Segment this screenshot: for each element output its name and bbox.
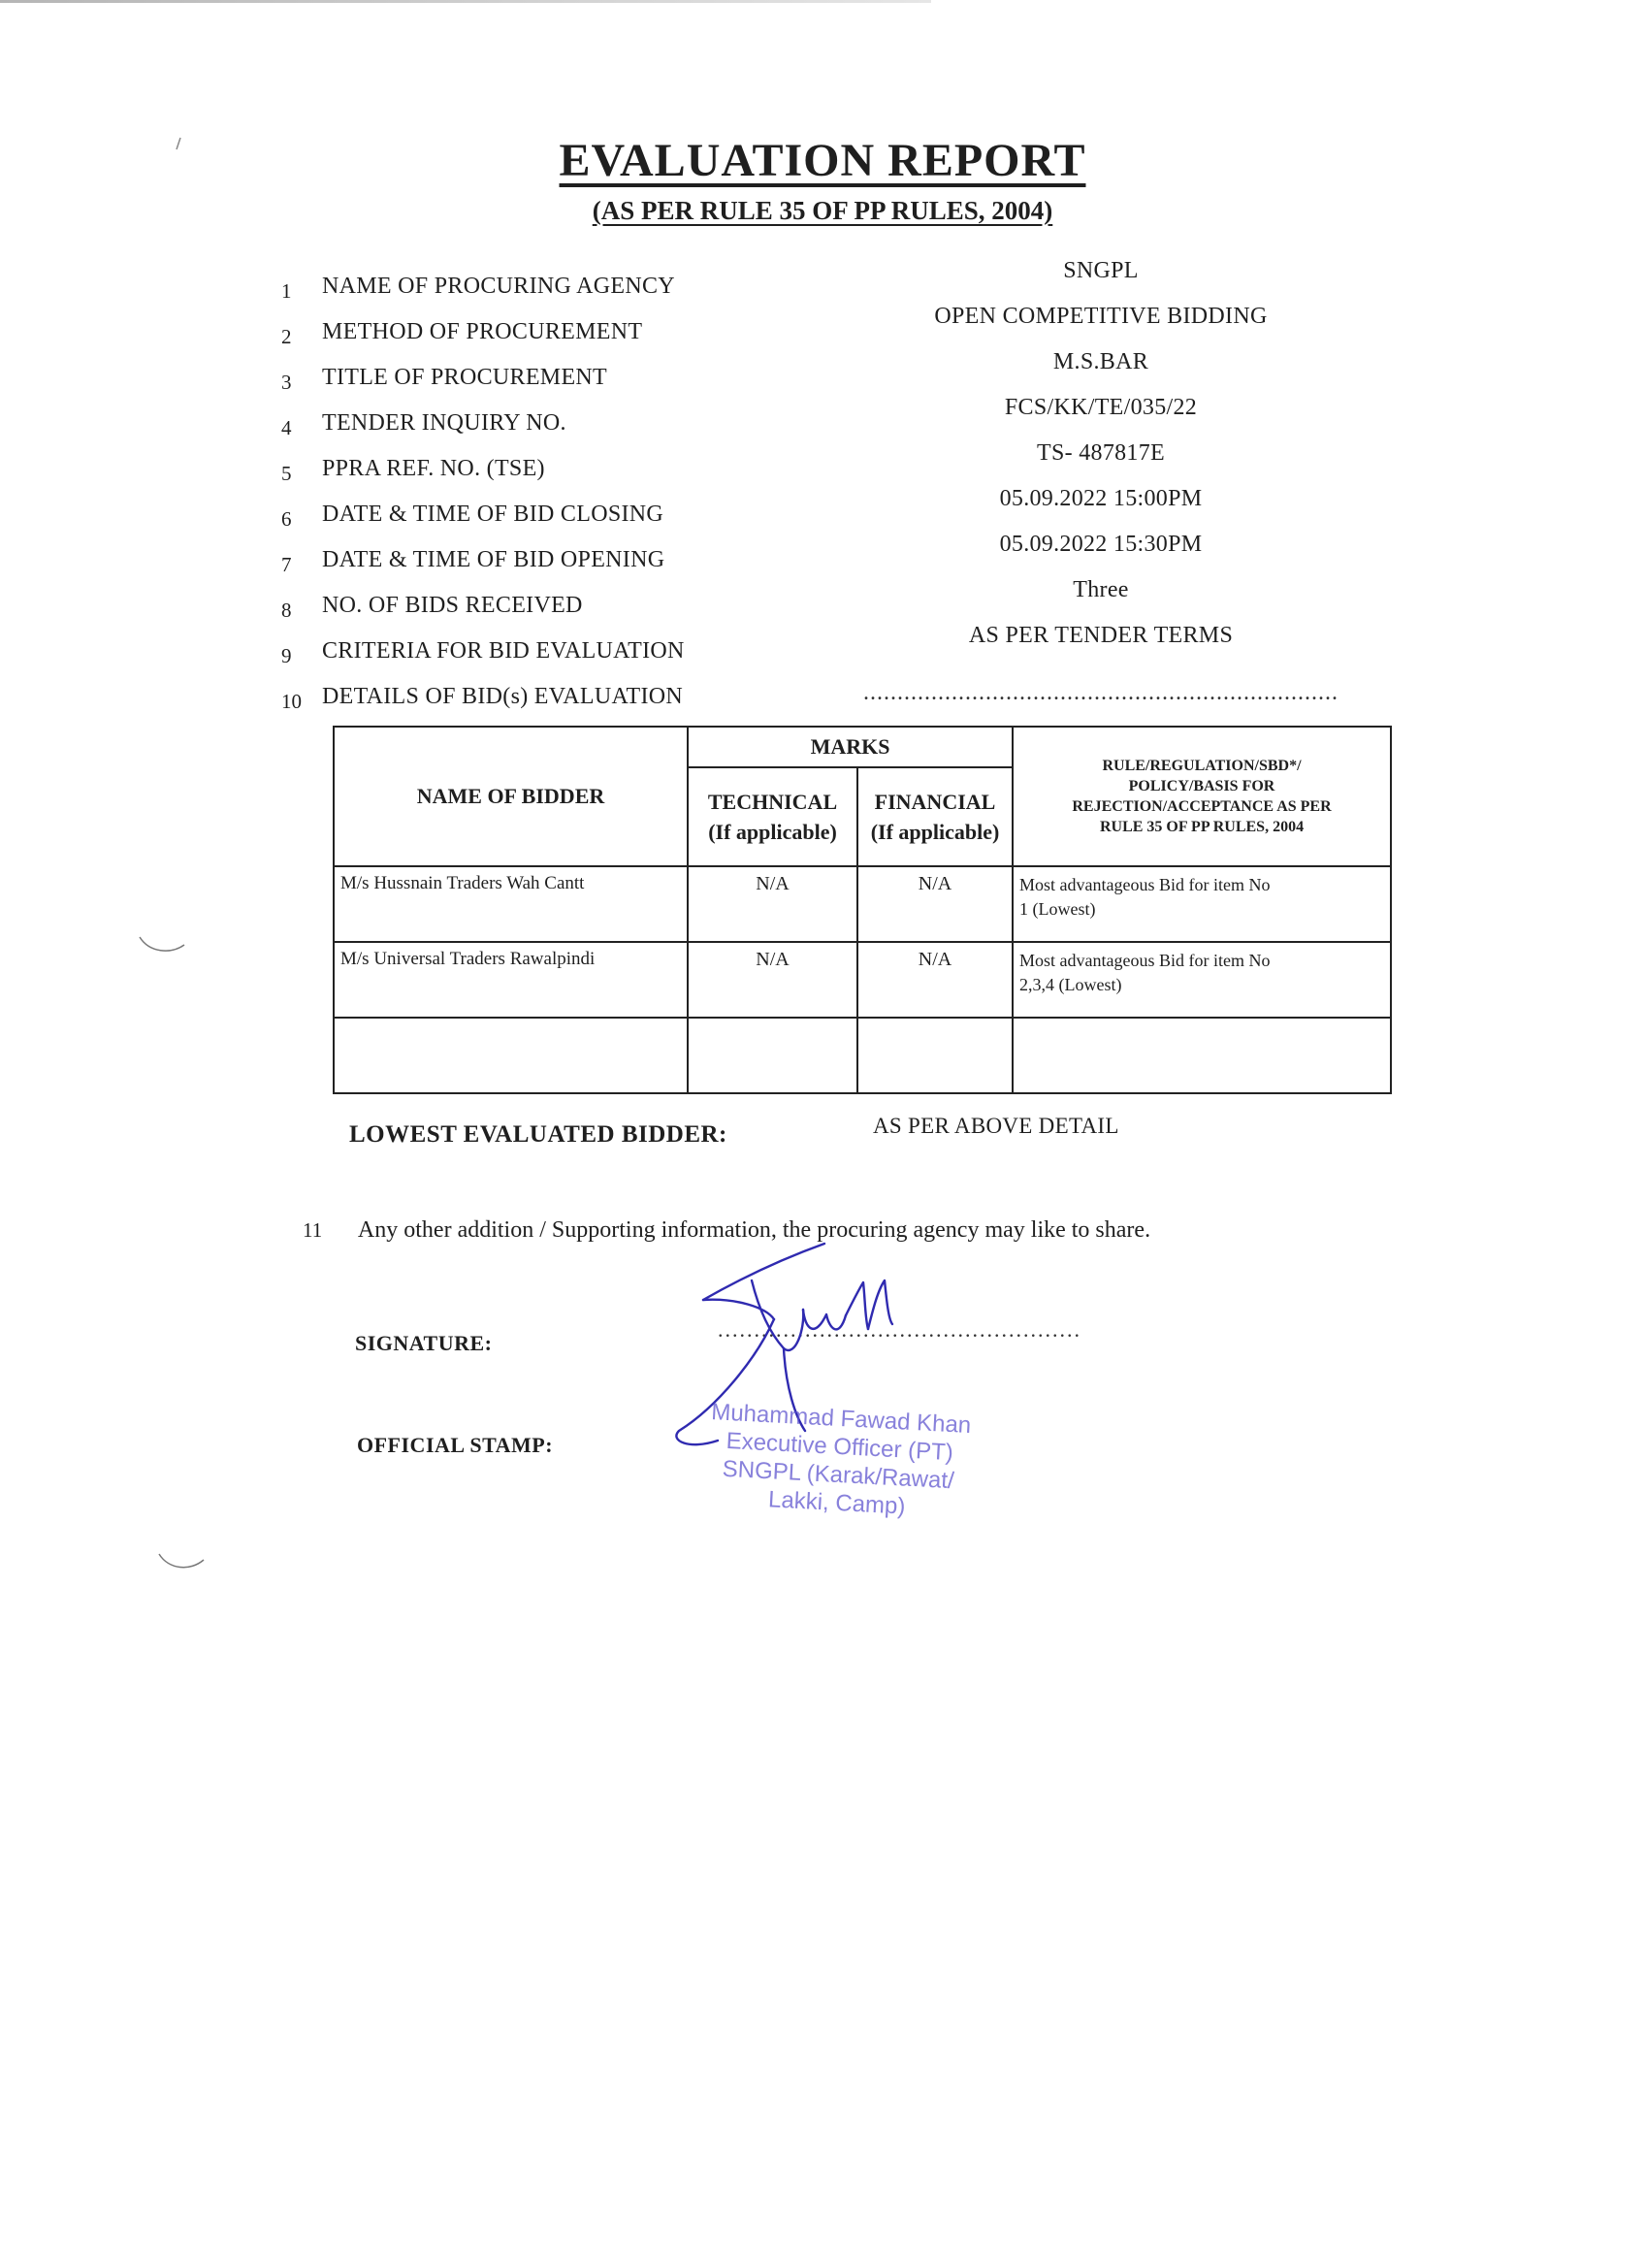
rule-basis-line: Most advantageous Bid for item No <box>1019 875 1271 894</box>
info-row-6 <box>281 486 1397 537</box>
signature-line: .................................................. <box>718 1317 1081 1342</box>
official-stamp-label: OFFICIAL STAMP: <box>357 1433 554 1457</box>
header-rule-line: POLICY/BASIS FOR <box>1128 778 1275 794</box>
stamp-line: SNGPL (Karak/Rawat/ <box>722 1455 955 1495</box>
item-number: 4 <box>281 416 292 439</box>
stamp-line: Lakki, Camp) <box>767 1486 907 1520</box>
item-label: CRITERIA FOR BID EVALUATION <box>322 638 685 664</box>
item-number: 3 <box>281 371 292 394</box>
header-technical-note: (If applicable) <box>708 820 837 844</box>
table-row <box>334 866 1391 942</box>
header-marks: MARKS <box>688 727 1013 767</box>
header-technical-label: TECHNICAL <box>707 790 838 814</box>
rule-basis <box>1013 866 1391 942</box>
table-row <box>334 942 1391 1018</box>
item-value: TS- 487817E <box>1037 440 1165 466</box>
rule-basis-line: Most advantageous Bid for item No <box>1019 951 1271 970</box>
item-number: 6 <box>281 507 292 531</box>
header-technical <box>688 767 857 866</box>
bidder-name: M/s Hussnain Traders Wah Cantt <box>334 866 688 942</box>
item-value: FCS/KK/TE/035/22 <box>1004 395 1198 420</box>
rule-basis-line: 1 (Lowest) <box>1019 899 1096 919</box>
financial-mark: N/A <box>857 942 1013 1018</box>
punch-hole-mark-icon <box>155 1548 213 1577</box>
header-financial <box>857 767 1013 866</box>
stamp-line: Muhammad Fawad Khan <box>710 1399 972 1440</box>
stamp-line: Executive Officer (PT) <box>726 1427 954 1467</box>
item-number: 5 <box>281 462 292 485</box>
item-number: 8 <box>281 599 292 622</box>
info-row-1 <box>281 258 1397 309</box>
info-row-8 <box>281 577 1397 629</box>
item-number: 10 <box>281 690 302 713</box>
info-list <box>281 258 1397 720</box>
signature-label: SIGNATURE: <box>355 1331 493 1355</box>
empty-cell <box>1013 1018 1391 1093</box>
item-11-text: Any other addition / Supporting information, the procuring agency may like to share. <box>357 1217 1151 1243</box>
item-number: 2 <box>281 325 292 348</box>
header-rule-line: REJECTION/ACCEPTANCE AS PER <box>1072 798 1332 815</box>
title-block <box>0 134 1645 187</box>
bid-evaluation-table <box>333 726 1392 1094</box>
header-rule-line: RULE 35 OF PP RULES, 2004 <box>1099 819 1305 835</box>
item-value: SNGPL <box>1063 258 1139 283</box>
item-label: DATE & TIME OF BID OPENING <box>322 547 665 572</box>
info-row-5 <box>281 440 1397 492</box>
report-title: EVALUATION REPORT <box>559 135 1086 186</box>
empty-cell <box>857 1018 1013 1093</box>
item-number: 1 <box>281 279 292 303</box>
table-header-row <box>334 727 1391 767</box>
info-row-10 <box>281 674 1397 720</box>
header-rule-line: RULE/REGULATION/SBD*/ <box>1102 758 1302 774</box>
rule-basis <box>1013 942 1391 1018</box>
technical-mark: N/A <box>688 866 857 942</box>
header-name-of-bidder: NAME OF BIDDER <box>334 727 688 866</box>
item-label: METHOD OF PROCUREMENT <box>322 319 643 344</box>
report-subtitle: (AS PER RULE 35 OF PP RULES, 2004) <box>592 196 1053 225</box>
item-number: 7 <box>281 553 292 576</box>
item-label: TITLE OF PROCUREMENT <box>322 365 607 390</box>
table-row-empty <box>334 1018 1391 1093</box>
bidder-name: M/s Universal Traders Rawalpindi <box>334 942 688 1018</box>
lowest-bidder-label: LOWEST EVALUATED BIDDER: <box>349 1121 727 1148</box>
lowest-bidder-value: AS PER ABOVE DETAIL <box>873 1114 1119 1138</box>
info-row-2 <box>281 304 1397 355</box>
scan-edge <box>0 0 931 3</box>
item-value: Three <box>1073 577 1129 602</box>
item-value: M.S.BAR <box>1052 349 1149 374</box>
technical-mark: N/A <box>688 942 857 1018</box>
item-value: 05.09.2022 15:00PM <box>999 486 1203 511</box>
header-financial-label: FINANCIAL <box>874 790 996 814</box>
punch-hole-mark-icon <box>136 931 194 960</box>
header-financial-note: (If applicable) <box>870 820 1000 844</box>
item-value: OPEN COMPETITIVE BIDDING <box>934 304 1268 329</box>
item-label: NAME OF PROCURING AGENCY <box>322 274 675 299</box>
item-label: DATE & TIME OF BID CLOSING <box>322 502 664 527</box>
item-value: 05.09.2022 15:30PM <box>999 532 1203 557</box>
item-number: 9 <box>281 644 292 667</box>
official-stamp <box>676 1396 1002 1525</box>
item-label: NO. OF BIDS RECEIVED <box>322 593 583 618</box>
financial-mark: N/A <box>857 866 1013 942</box>
header-rule-basis <box>1013 727 1391 866</box>
item-label: PPRA REF. NO. (TSE) <box>322 456 545 481</box>
item-value-dots: ...................................................................... <box>863 680 1339 705</box>
item-number: 11 <box>303 1218 323 1242</box>
info-row-7 <box>281 532 1397 583</box>
info-row-3 <box>281 349 1397 401</box>
empty-cell <box>334 1018 688 1093</box>
rule-basis-line: 2,3,4 (Lowest) <box>1019 975 1122 994</box>
info-row-9 <box>281 623 1397 674</box>
scan-speck-icon <box>173 136 184 153</box>
info-row-4 <box>281 395 1397 446</box>
subtitle-block <box>0 196 1645 226</box>
item-value: AS PER TENDER TERMS <box>968 623 1234 648</box>
empty-cell <box>688 1018 857 1093</box>
item-label: TENDER INQUIRY NO. <box>322 410 566 436</box>
item-label: DETAILS OF BID(s) EVALUATION <box>322 684 684 709</box>
